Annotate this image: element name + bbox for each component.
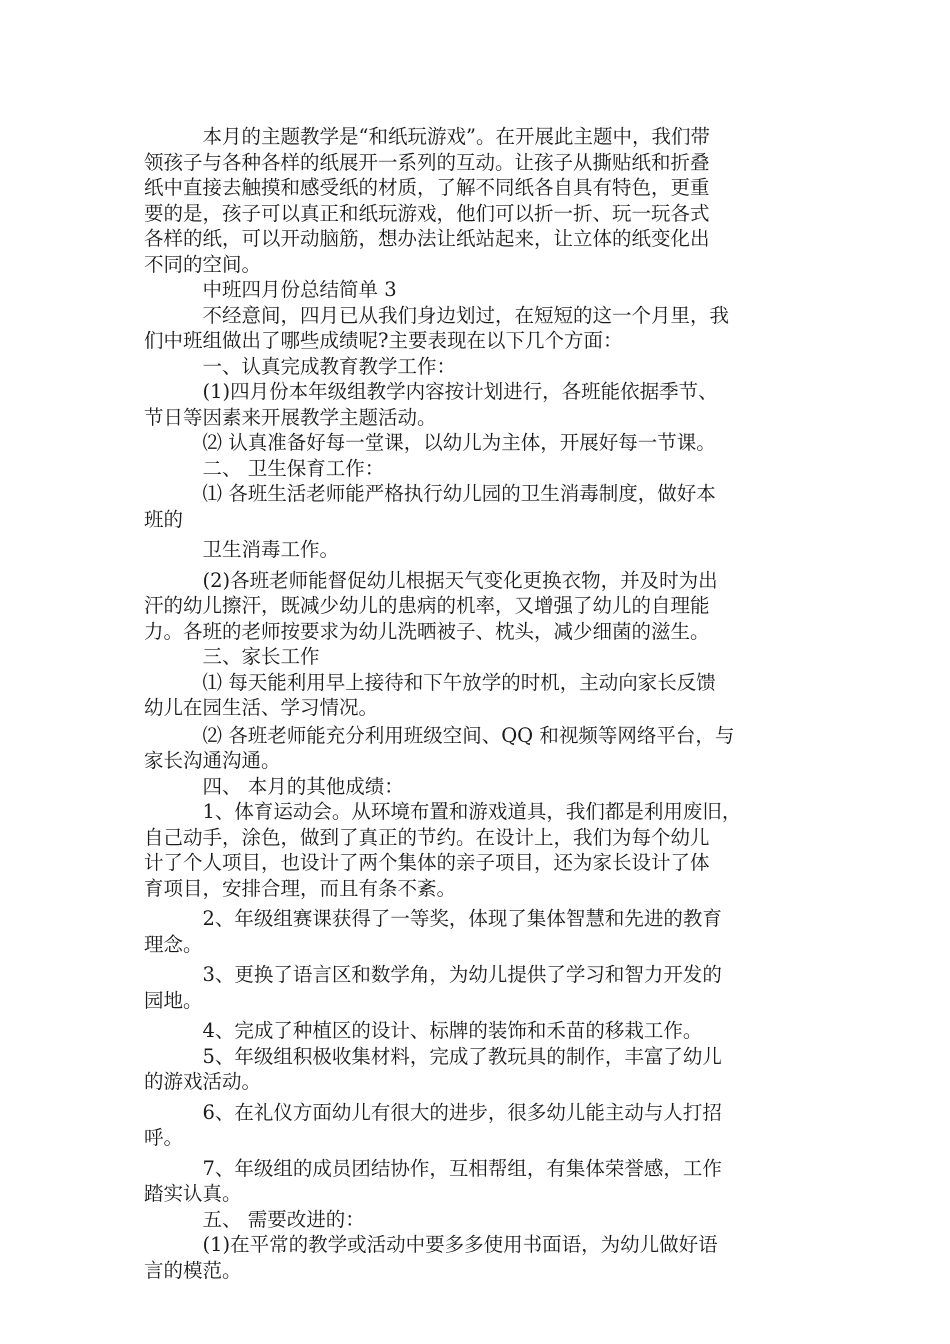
text-line: 各样的纸，可以开动脑筋，想办法让纸站起来，让立体的纸变化出 [144, 227, 710, 250]
paragraph-achievement-4: 4、完成了种植区的设计、标牌的装饰和禾苗的移栽工作。 [202, 1019, 703, 1042]
text-line: 6、在礼仪方面幼儿有很大的进步，很多幼儿能主动与人打招 [202, 1100, 722, 1124]
text-line: 幼儿在园生活、学习情况。 [144, 696, 379, 719]
text-line: 理念。 [144, 932, 203, 956]
text-line: ⑵ 各班老师能充分利用班级空间、QQ 和视频等网络平台，与 [202, 723, 735, 747]
text-line: 踏实认真。 [144, 1182, 242, 1205]
paragraph-intro [144, 303, 814, 354]
paragraph-parent-1 [144, 670, 814, 721]
paragraph-hygiene-2 [144, 568, 814, 645]
paragraph-improvement-1 [144, 1232, 814, 1283]
document-body [144, 124, 814, 1283]
text-line: 纸中直接去触摸和感受纸的材质，了解不同纸各自具有特色，更重 [144, 176, 710, 199]
text-line: 呼。 [144, 1126, 184, 1149]
paragraph-achievement-3 [144, 962, 814, 1013]
text-line: (1)在平常的教学或活动中要多多使用书面语，为幼儿做好语 [202, 1233, 718, 1256]
text-line: ⑴ 每天能利用早上接待和下午放学的时机，主动向家长反馈 [202, 670, 716, 694]
text-line: 班的 [144, 507, 184, 531]
text-line: 汗的幼儿擦汗，既减少幼儿的患病的机率，又增强了幼儿的自理能 [144, 594, 710, 617]
text-line: 自己动手，涂色，做到了真正的节约。在设计上，我们为每个幼儿 [144, 825, 710, 849]
paragraph-achievement-7 [144, 1156, 814, 1207]
text-line: 的游戏活动。 [144, 1070, 262, 1093]
heading-hygiene-work: 二、 卫生保育工作： [202, 456, 385, 480]
text-line: 园地。 [144, 988, 203, 1012]
paragraph-achievement-1 [144, 799, 814, 901]
text-line: 卫生消毒工作。 [202, 538, 340, 561]
text-line: 1、体育运动会。从环境布置和游戏道具，我们都是利用废旧， [202, 800, 742, 823]
section-title: 中班四月份总结简单 3 [202, 278, 397, 301]
text-line: 5、年级组积极收集材料，完成了教玩具的制作，丰富了幼儿 [202, 1044, 722, 1068]
text-line: (2)各班老师能督促幼儿根据天气变化更换衣物，并及时为出 [202, 568, 718, 592]
text-line: 育项目，安排合理，而且有条不紊。 [144, 876, 457, 900]
text-line: 领孩子与各种各样的纸展开一系列的互动。让孩子从撕贴纸和折叠 [144, 150, 710, 174]
text-line: 不同的空间。 [144, 252, 262, 276]
paragraph-teaching-2: ⑵ 认真准备好每一堂课，以幼儿为主体，开展好每一节课。 [202, 431, 716, 454]
text-line: 力。各班的老师按要求为幼儿洗晒被子、枕头，减少细菌的滋生。 [144, 619, 710, 643]
text-line: 言的模范。 [144, 1258, 242, 1282]
text-line: 节日等因素来开展教学主题活动。 [144, 405, 437, 429]
heading-improvements: 五、 需要改进的： [202, 1207, 365, 1231]
heading-teaching-work: 一、认真完成教育教学工作： [202, 354, 457, 378]
paragraph-teaching-1 [144, 379, 814, 430]
paragraph-achievement-2 [144, 906, 814, 957]
text-line: ⑴ 各班生活老师能严格执行幼儿园的卫生消毒制度，做好本 [202, 482, 716, 505]
text-line: 们中班组做出了哪些成绩呢?主要表现在以下几个方面： [144, 329, 623, 352]
text-line: 不经意间，四月已从我们身边划过，在短短的这一个月里，我 [202, 303, 730, 327]
text-line: (1)四月份本年级组教学内容按计划进行，各班能依据季节、 [202, 380, 718, 403]
paragraph-hygiene-1 [144, 481, 814, 532]
paragraph-achievement-5 [144, 1044, 814, 1095]
text-line: 7、年级组的成员团结协作，互相帮组，有集体荣誉感，工作 [202, 1156, 722, 1180]
paragraph-achievement-6 [144, 1100, 814, 1151]
paragraph-theme-teaching [144, 124, 814, 277]
text-line: 3、更换了语言区和数学角，为幼儿提供了学习和智力开发的 [202, 963, 722, 986]
heading-other-achievements: 四、 本月的其他成绩： [202, 774, 404, 798]
heading-parent-work: 三、家长工作 [202, 645, 320, 668]
paragraph-parent-2 [144, 723, 814, 774]
text-line: 家长沟通沟通。 [144, 749, 281, 772]
text-line: 要的是，孩子可以真正和纸玩游戏，他们可以折一折、玩一玩各式 [144, 201, 710, 225]
text-line: 2、年级组赛课获得了一等奖，体现了集体智慧和先进的教育 [202, 907, 722, 930]
text-line: 计了个人项目，也设计了两个集体的亲子项目，还为家长设计了体 [144, 851, 710, 874]
text-line: 本月的主题教学是“和纸玩游戏”。在开展此主题中，我们带 [202, 125, 710, 148]
